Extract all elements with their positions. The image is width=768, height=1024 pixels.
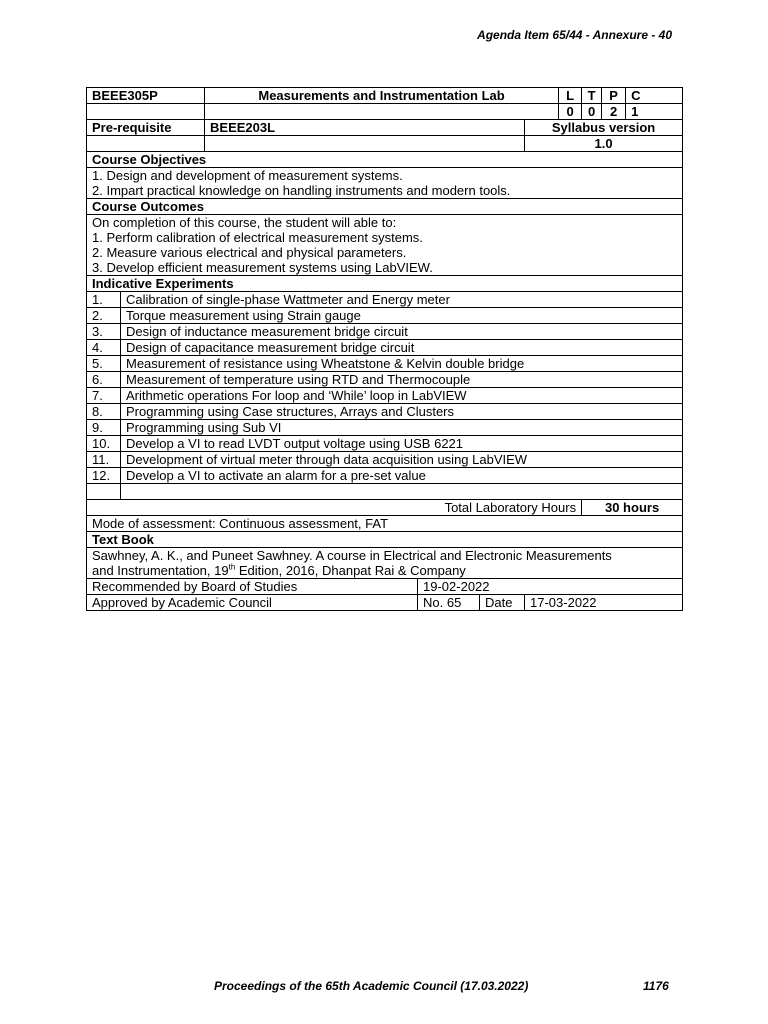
blank-cell [87,136,205,152]
outcomes-heading: Course Outcomes [87,199,683,215]
council-number: No. 65 [418,595,480,611]
outcome-item: 2. Measure various electrical and physical parameters. [92,245,407,260]
experiment-row [87,292,683,308]
outcomes-intro: On completion of this course, the student will able to: [92,215,397,230]
bos-label: Recommended by Board of Studies [87,579,418,595]
assessment-mode: Mode of assessment: Continuous assessment, FAT [87,516,683,532]
blank-cell [87,104,205,120]
experiment-row [87,324,683,340]
textbook-line-1: Sawhney, A. K., and Puneet Sawhney. A course in Electrical and Electronic Measurements [92,548,612,563]
experiment-number: 1. [87,292,121,308]
experiment-text: Measurement of temperature using RTD and Thermocouple [121,372,683,388]
experiment-row [87,468,683,484]
syllabus-table [86,87,683,611]
outcomes-list [87,215,683,276]
course-title: Measurements and Instrumentation Lab [205,88,559,104]
blank-cell [87,484,121,500]
experiment-number: 10. [87,436,121,452]
ltpc-header-t: T [582,88,602,104]
experiment-text: Development of virtual meter through data acquisition using LabVIEW [121,452,683,468]
experiment-text: Measurement of resistance using Wheatstone & Kelvin double bridge [121,356,683,372]
textbook-line-2: and Instrumentation, 19th Edition, 2016, Dhanpat Rai & Company [92,562,466,578]
ltpc-value-c: 1 [626,104,683,120]
objectives-heading: Course Objectives [87,152,683,168]
blank-cell [205,136,525,152]
experiment-number: 2. [87,308,121,324]
experiment-row [87,340,683,356]
ltpc-value-l: 0 [559,104,582,120]
experiment-text: Develop a VI to read LVDT output voltage using USB 6221 [121,436,683,452]
outcome-item: 1. Perform calibration of electrical measurement systems. [92,230,423,245]
objective-item: 2. Impart practical knowledge on handling instruments and modern tools. [92,183,511,198]
experiment-text: Develop a VI to activate an alarm for a pre-set value [121,468,683,484]
textbook-heading: Text Book [87,532,683,548]
ltpc-value-p: 2 [602,104,626,120]
experiment-row [87,404,683,420]
experiment-text: Calibration of single-phase Wattmeter and Energy meter [121,292,683,308]
blank-cell [205,104,559,120]
council-date: 17-03-2022 [525,595,683,611]
experiment-text: Torque measurement using Strain gauge [121,308,683,324]
blank-cell [121,484,683,500]
experiment-text: Programming using Sub VI [121,420,683,436]
footer-text: Proceedings of the 65th Academic Council (17.03.2022) [214,979,529,993]
ltpc-header-l: L [559,88,582,104]
page-number: 1176 [643,979,669,993]
council-label: Approved by Academic Council [87,595,418,611]
experiment-text: Arithmetic operations For loop and ‘While’ loop in LabVIEW [121,388,683,404]
experiment-row [87,420,683,436]
experiments-heading: Indicative Experiments [87,276,683,292]
experiment-number: 7. [87,388,121,404]
experiment-row [87,372,683,388]
experiment-row [87,356,683,372]
course-code: BEEE305P [87,88,205,104]
experiment-row [87,436,683,452]
experiment-number: 5. [87,356,121,372]
experiment-row [87,388,683,404]
experiment-text: Design of inductance measurement bridge circuit [121,324,683,340]
experiment-row [87,452,683,468]
experiment-number: 6. [87,372,121,388]
experiment-text: Programming using Case structures, Arrays and Clusters [121,404,683,420]
experiment-row [87,308,683,324]
objective-item: 1. Design and development of measurement systems. [92,168,403,183]
prereq-label: Pre-requisite [87,120,205,136]
prereq-value: BEEE203L [205,120,525,136]
experiment-number: 4. [87,340,121,356]
experiment-number: 12. [87,468,121,484]
page-header: Agenda Item 65/44 - Annexure - 40 [477,28,672,42]
textbook-entry [87,548,683,579]
syllabus-version-label: Syllabus version [525,120,683,136]
ltpc-header-p: P [602,88,626,104]
objectives-list [87,168,683,199]
experiment-text: Design of capacitance measurement bridge circuit [121,340,683,356]
experiment-number: 9. [87,420,121,436]
bos-date: 19-02-2022 [418,579,683,595]
experiment-number: 8. [87,404,121,420]
total-hours-label: Total Laboratory Hours [87,500,582,516]
syllabus-version: 1.0 [525,136,683,152]
experiment-number: 11. [87,452,121,468]
total-hours-value: 30 hours [582,500,683,516]
ltpc-value-t: 0 [582,104,602,120]
date-label: Date [480,595,525,611]
outcome-item: 3. Develop efficient measurement systems using LabVIEW. [92,260,433,275]
experiment-number: 3. [87,324,121,340]
ltpc-header-c: C [626,88,683,104]
